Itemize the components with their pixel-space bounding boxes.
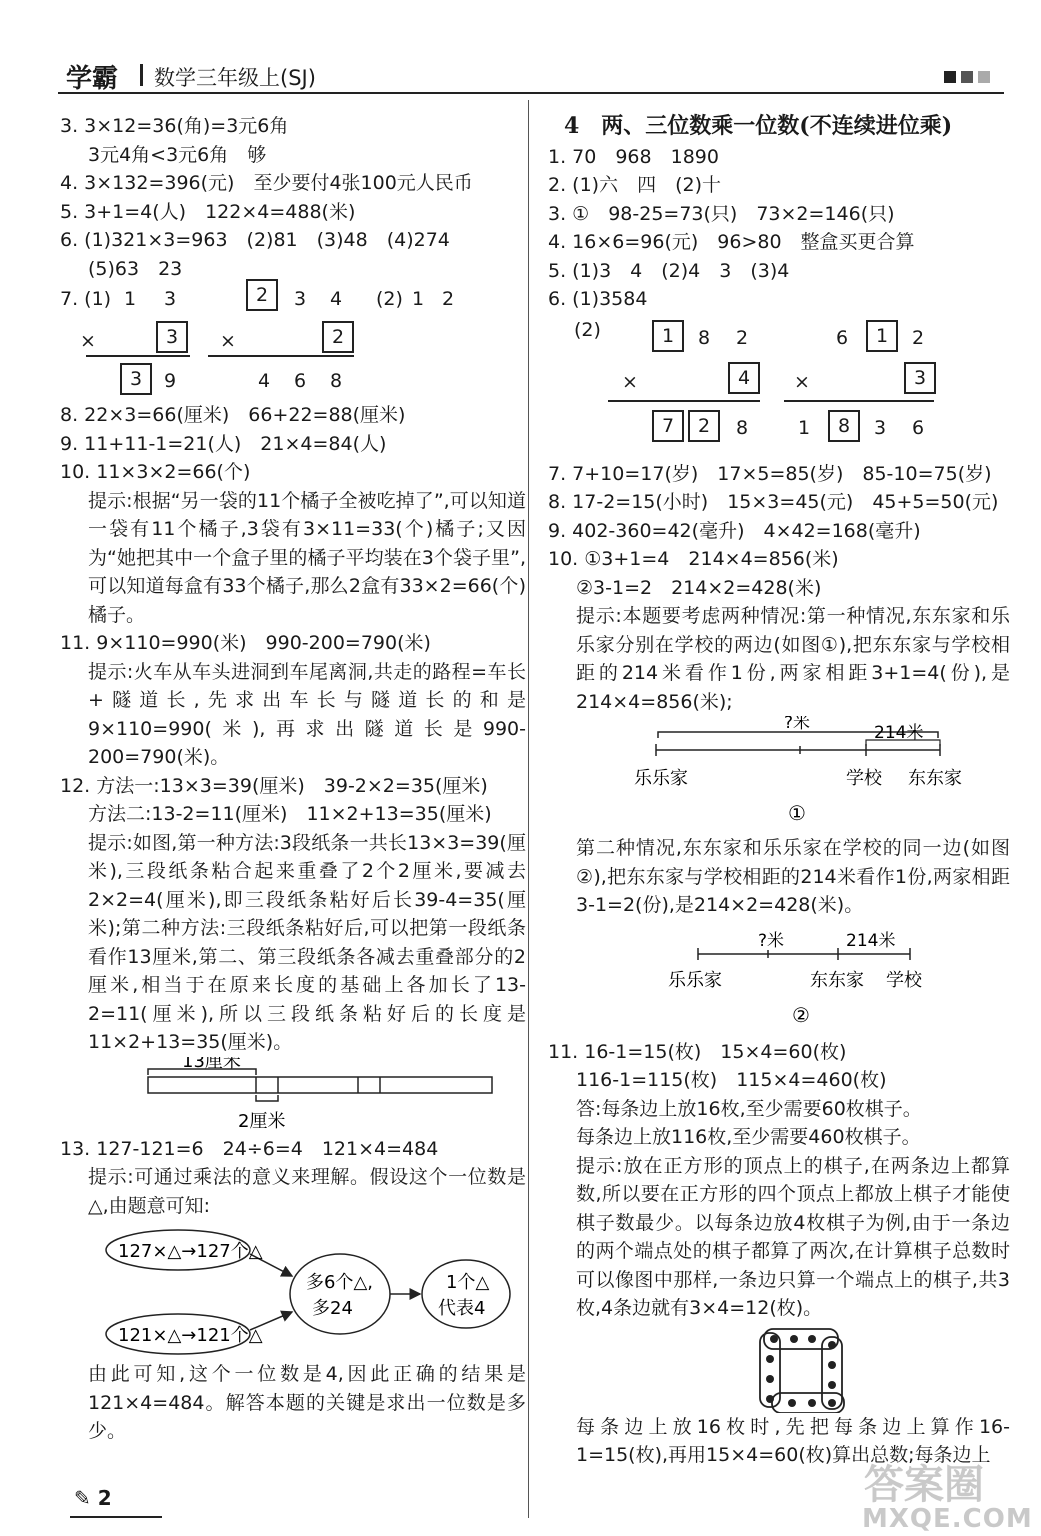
- svg-text:?米: ?米: [784, 716, 811, 733]
- header-squares: [939, 68, 990, 87]
- r-answer-11-line2: 116-1=115(枚) 115×4=460(枚): [576, 1069, 887, 1091]
- answer-8: 8. 22×3=66(厘米) 66+22=88(厘米): [60, 404, 406, 426]
- r-answer-11: 11. 16-1=15(枚) 15×4=60(枚): [548, 1040, 847, 1063]
- svg-text:214米: 214米: [846, 930, 896, 951]
- reasoning-figure: [60, 1220, 526, 1360]
- section-title: 4 两、三位数乘一位数(不连续进位乘): [564, 113, 953, 139]
- hint-10: 提示:根据“另一袋的11个橘子全被吃掉了”,可以知道一袋有11个橘子,3袋有3×11=33(个)橘子;又因为“她把其中一个盒子里的橘子平均装在3个袋子里”,可以知道每盒有33个橘子,那么2盒有33×2=66(个)橘子。: [88, 489, 526, 626]
- answer-12: 12. 方法一:13×3=39(厘米) 39-2×2=35(厘米): [60, 774, 488, 797]
- answer-5: 5. 3+1=4(人) 122×4=488(米): [60, 200, 356, 223]
- r-answer-10-line2: ②3-1=2 214×2=428(米): [576, 576, 822, 599]
- svg-text:多24: 多24: [312, 1298, 353, 1319]
- strip-length-label: 13厘米: [182, 1056, 241, 1072]
- r-answer-6-vertical-calc: (2) 1 8 2 × 4 7 2 8 6 1 2 × 3 1 8 3 6: [548, 314, 1010, 460]
- svg-text:乐乐家: 乐乐家: [634, 768, 688, 789]
- svg-text:多6个△,: 多6个△,: [306, 1272, 374, 1293]
- r-answer-7: 7. 7+10=17(岁) 17×5=85(岁) 85-10=75(岁): [548, 462, 992, 485]
- subject-title: 数学三年级上(SJ): [154, 66, 316, 90]
- page-header: [58, 56, 1004, 94]
- r-hint-10b: 第二种情况,东东家和乐乐家在学校的同一边(如图②),把东东家与学校相距的214米看作1份,两家相距3-1=2(份),是214×2=428(米)。: [576, 837, 1010, 916]
- logo: 学霸: [66, 64, 119, 94]
- column-divider: [528, 100, 529, 1518]
- r-answer-2: 2. (1)六 四 (2)十: [548, 174, 721, 196]
- svg-text:乐乐家: 乐乐家: [668, 969, 722, 991]
- svg-text:127×△→127个△: 127×△→127个△: [118, 1241, 263, 1262]
- distance-figure-2: [548, 920, 1010, 1038]
- left-column: [60, 112, 526, 1446]
- svg-text:?米: ?米: [758, 930, 785, 951]
- chess-square-figure: [548, 1323, 1010, 1413]
- r-answer-1: 1. 70 968 1890: [548, 145, 719, 168]
- page-footer: ✎ 2: [74, 1486, 112, 1510]
- reasoning-diagram: [60, 1220, 526, 1360]
- hint-13: 提示:可通过乘法的意义来理解。假设这个一位数是△,由题意可知:: [88, 1166, 526, 1217]
- answer-11: 11. 9×110=990(米) 990-200=790(米): [60, 632, 431, 654]
- page-number: 2: [97, 1486, 112, 1510]
- svg-text:代表4: 代表4: [438, 1298, 486, 1319]
- r-answer-11-reply2: 每条边上放116枚,至少需要460枚棋子。: [576, 1126, 921, 1148]
- r-answer-9: 9. 402-360=42(毫升) 4×42=168(毫升): [548, 519, 921, 542]
- svg-text:214米: 214米: [874, 723, 924, 743]
- footer-underline: [70, 1516, 162, 1518]
- hint-11: 提示:火车从车头进洞到车尾离洞,共走的路程=车长+隧道长,先求出车长与隧道长的和是9×110=990(米),再求出隧道长是990-200=790(米)。: [88, 660, 526, 768]
- svg-text:东东家: 东东家: [908, 768, 962, 789]
- svg-text:东东家: 东东家: [810, 969, 864, 991]
- r-hint-11: 提示:放在正方形的顶点上的棋子,在两条边上都算数,所以要在正方形的四个顶点上都放上棋子才能使棋子数最少。以每条边放4枚棋子为例,由于一条边的两个端点处的棋子都算了两次,在计算棋子总数时可以像图中那样,一条边只算一个端点上的棋子,共3枚,4条边就有3×4=12(枚)。: [576, 1154, 1010, 1319]
- watermark-url: MXQE.COM: [862, 1504, 1033, 1534]
- r-answer-8: 8. 17-2=15(小时) 15×3=45(元) 45+5=50(元): [548, 491, 999, 513]
- answer-13: 13. 127-121=6 24÷6=4 121×4=484: [60, 1137, 439, 1160]
- watermark-text: 答案圈: [864, 1462, 984, 1508]
- r-answer-4: 4. 16×6=96(元) 96>80 整盒买更合算: [548, 231, 915, 253]
- svg-text:学校: 学校: [886, 969, 922, 991]
- svg-text:1个△: 1个△: [446, 1272, 490, 1293]
- paper-strip-figure: [60, 1057, 526, 1135]
- r-conclusion-11: 每条边上放16枚时,先把每条边上算作16-1=15(枚),再用15×4=60(枚)算出总数;每条边上: [576, 1415, 1010, 1466]
- header-separator: [140, 64, 143, 86]
- r-answer-5: 5. (1)3 4 (2)4 3 (3)4: [548, 259, 790, 282]
- square-icon: [944, 71, 956, 83]
- answer-9: 9. 11+11-1=21(人) 21×4=84(人): [60, 432, 387, 455]
- svg-text:②: ②: [792, 1002, 810, 1027]
- square-icon: [961, 71, 973, 83]
- r-answer-6: 6. (1)3584: [548, 288, 648, 310]
- paper-strip-diagram: [60, 1057, 526, 1135]
- answer-10: 10. 11×3×2=66(个): [60, 461, 251, 483]
- hint-12: 提示:如图,第一种方法:3段纸条一共长13×3=39(厘米),三段纸条粘合起来重叠了2个2厘米,要减去2×2=4(厘米),即三段纸条粘好后长39-4=35(厘米);第二种方法:三段纸条粘好后,可以把第一段纸条看作13厘米,第二、第三段纸条各减去重叠部分的2厘米,相当于在原来长度的基础上各加长了13-2=11(厘米),所以三段纸条粘好后的长度是11×2+13=35(厘米)。: [88, 831, 526, 1053]
- distance-diagram-1: [548, 716, 1010, 834]
- distance-figure-1: [548, 716, 1010, 834]
- overlap-label: 2厘米: [238, 1110, 286, 1132]
- answer-6-line2: (5)63 23: [88, 257, 183, 280]
- right-column: [548, 112, 1010, 1470]
- square-icon: [978, 71, 990, 83]
- r-hint-10a: 提示:本题要考虑两种情况:第一种情况,东东家和乐乐家分别在学校的两边(如图①),把东东家与学校相距的214米看作1份,两家相距3+1=4(份),是214×4=856(米);: [576, 605, 1010, 713]
- answer-7-vertical-calc: 7. (1) 1 3 × 3 3 9 2 3 4 (2) 1 2 × 2 4 6 8: [60, 283, 526, 401]
- answer-3: 3. 3×12=36(角)=3元6角: [60, 115, 289, 137]
- r-answer-3: 3. ① 98-25=73(只) 73×2=146(只): [548, 202, 895, 225]
- answer-12-line2: 方法二:13-2=11(厘米) 11×2+13=35(厘米): [88, 803, 492, 825]
- conclusion-13: 由此可知,这个一位数是4,因此正确的结果是121×4=484。解答本题的关键是求出一位数是多少。: [88, 1363, 526, 1442]
- svg-text:①: ①: [788, 801, 806, 825]
- svg-text:学校: 学校: [846, 768, 882, 789]
- svg-text:121×△→121个△: 121×△→121个△: [118, 1325, 263, 1346]
- answer-6: 6. (1)321×3=963 (2)81 (3)48 (4)274: [60, 229, 450, 251]
- chess-square-diagram: [548, 1323, 1010, 1413]
- answer-4: 4. 3×132=396(元) 至少要付4张100元人民币: [60, 172, 473, 194]
- distance-diagram-2: [548, 920, 1010, 1038]
- r-answer-10: 10. ①3+1=4 214×4=856(米): [548, 548, 839, 570]
- r-answer-11-reply: 答:每条边上放16枚,至少需要60枚棋子。: [576, 1097, 922, 1120]
- answer-3-line2: 3元4角<3元6角 够: [88, 143, 267, 166]
